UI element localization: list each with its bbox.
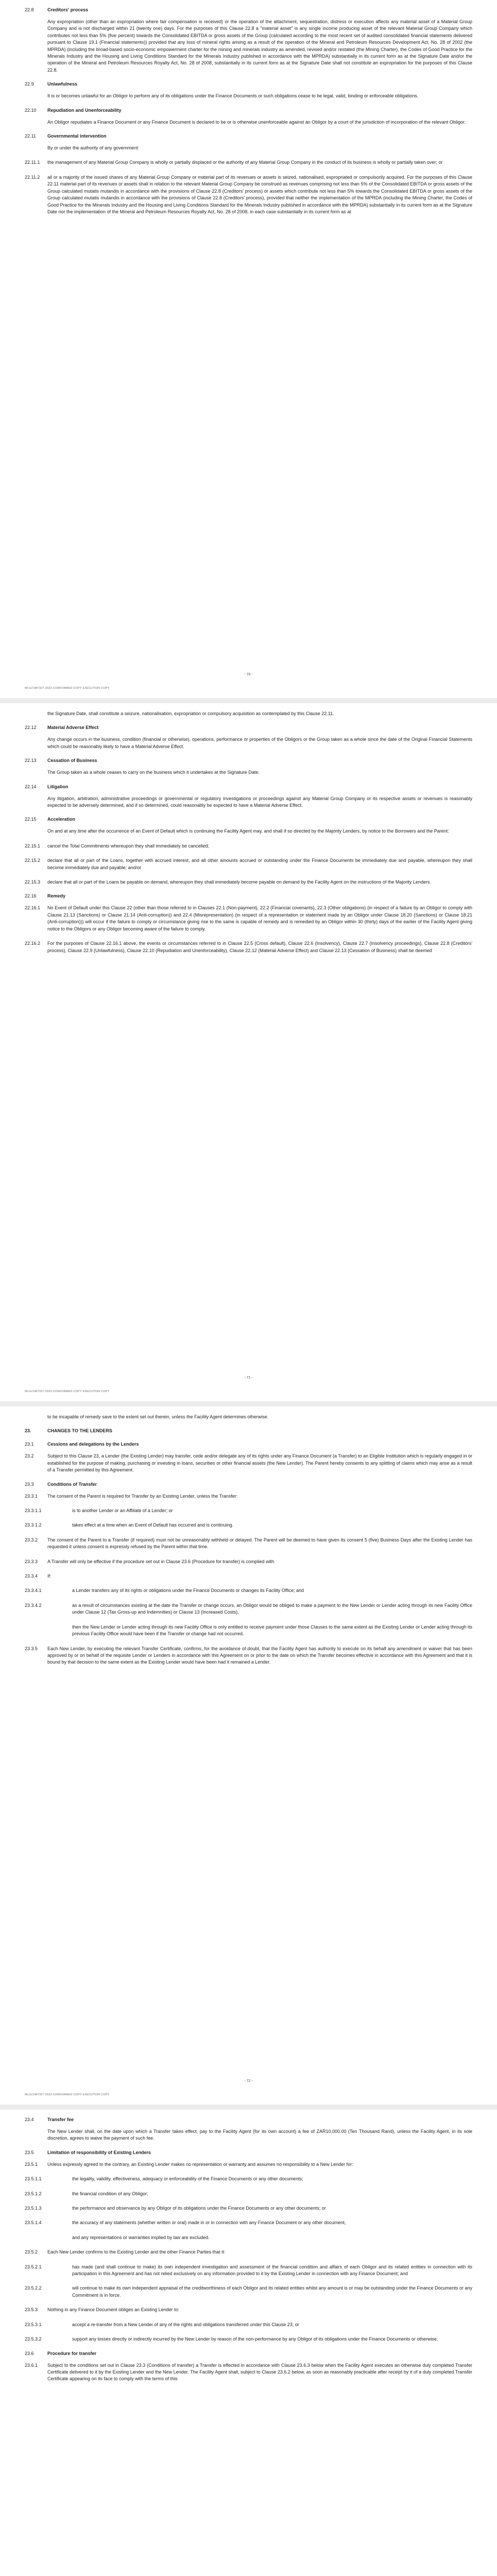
clause-paragraph: Any litigation, arbitration, administrative proceedings or governmental or regulatory investigations or proceedings against any Material Group Company or its respective assets or revenues is reasonably expected to be adversely determined, and if so determined, could reasonably be expected to have a Material Adverse Effect. [47, 795, 472, 808]
clause-number: 22.12 [25, 725, 37, 731]
clause-paragraph: The New Lender shall, on the date upon which a Transfer takes effect, pay to the Facility Agent (for its own account) a fee of ZAR10,000.00 (Ten Thousand Rand), unless the Facility Agent, in its sole discretion, agrees to waive the payment of such fee. [47, 2129, 472, 2141]
sub-sub-clause [25, 2219, 472, 2226]
document-page [0, 1406, 497, 2105]
clause-text: Remedy [47, 893, 66, 899]
clause-number: 23.5.1 [25, 2161, 38, 2167]
clause-number: 22.11.2 [25, 174, 40, 180]
sub-clause [25, 857, 472, 871]
clause-number: 23.5.2 [25, 2249, 38, 2255]
clause-text: the management of any Material Group Company is wholly or partially displaced or the authority of any Material Group Company in the conduct of its business is wholly or partially taken over; or [47, 160, 443, 165]
document-reference: WLG/1487327-2022-CONFORMED COPY EXECUTION COPY [25, 687, 110, 690]
clause-text: Creditors' process [47, 7, 89, 12]
clause-number: 23.6 [25, 2350, 34, 2356]
clause-text: as a result of circumstances existing at the date the Transfer or change occurs, an Obligor would be obliged to make a payment to the New Lender or Lender acting through its new Facility Office under Clause 12 (Tax Gross-up and Indemnities) or Clause 13 (Increased Costs), [72, 1602, 472, 1615]
clause-number: 23.3.2 [25, 1537, 38, 1543]
clause-text: Unlawfulness [47, 81, 78, 87]
clause-number: 23.5.3.2 [25, 2336, 42, 2342]
sub-clause [25, 1558, 472, 1565]
clause-heading [25, 817, 472, 822]
clause-number: 22.16 [25, 893, 37, 899]
document-reference: WLG/1487327-2022-CONFORMED COPY EXECUTION COPY [25, 2093, 110, 2096]
clause-number: 22.13 [25, 758, 37, 764]
clause-heading [25, 108, 472, 113]
clause-paragraph: On and at any time after the occurrence of an Event of Default which is continuing the Facility Agent may, and shall if so directed by the Majority Lenders, by notice to the Borrowers and the Parent: [47, 828, 449, 834]
clause-number: 23.5.2.2 [25, 2285, 42, 2291]
clause-number: 22.10 [25, 107, 37, 113]
clause-text: is to another Lender or an Affiliate of a Lender; or [72, 1508, 173, 1514]
clause-number: 23.3.4.2 [25, 1602, 42, 1608]
clause-number: 23.5.3 [25, 2307, 38, 2313]
clause-text: CHANGES TO THE LENDERS [47, 1428, 112, 1434]
clause-number: 22.14 [25, 784, 37, 789]
clause-number: 22.15.1 [25, 843, 41, 849]
continued-paragraph: and any representations or warranties implied by law are excluded. [72, 2234, 210, 2240]
clause-text: the legality, validity, effectiveness, adequacy or enforceability of the Finance Documents or any other documents; [72, 2176, 303, 2182]
clause-text: accept a re-transfer from a New Lender of any of the rights and obligations transferred under this Clause 23; or [72, 2321, 299, 2327]
clause-text: Procedure for transfer [47, 2350, 97, 2356]
clause-number: 23.3 [25, 1481, 34, 1487]
clause-number: 22.15.2 [25, 858, 41, 863]
clause-text: Subject to this Clause 23, a Lender (the Existing Lender) may transfer, cede and/or delegate any of its rights under any Finance Document (a Transfer) to an Eligible Institution which is regularly engaged in or established for the purpose of making, purchasing or investing in loans, securities or other financial assets (the New Lender). The Parent hereby consents to any splitting of claims which may arise as a result of a Transfer permitted by this Agreement. [47, 1453, 472, 1473]
clause-text: Litigation [47, 784, 68, 789]
sub-sub-clause [25, 1522, 472, 1529]
document-page [0, 0, 497, 698]
sub-clause [25, 174, 472, 215]
clause-heading [25, 893, 472, 899]
clause-text: A Transfer will only be effective if the procedure set out in Clause 23.6 (Procedure for transfer) is complied with. [47, 1558, 276, 1564]
clause-text: Cessation of Business [47, 758, 97, 764]
sub-clause [25, 1537, 472, 1551]
page-number: - 72 - [244, 2079, 253, 2083]
clause-text: Cessions and delegations by the Lenders [47, 1442, 139, 1447]
clause-number: 23.5.3.1 [25, 2321, 42, 2327]
clause-paragraph: It is or becomes unlawful for an Obligor to perform any of its obligations under the Finance Documents or such obligations cease to be legal, valid, binding or enforceable obligations. [47, 93, 419, 99]
sub-clause [25, 1646, 472, 1666]
continued-paragraph: to be incapable of remedy save to the extent set out therein, unless the Facility Agent determines otherwise. [47, 1414, 269, 1419]
clause-heading [25, 81, 472, 87]
clause-heading [25, 1482, 472, 1487]
clause-number: 23.5.1.3 [25, 2206, 42, 2211]
clause-paragraph: By or under the authority of any government: [47, 145, 140, 151]
clause-text: Acceleration [47, 817, 76, 822]
sub-sub-clause [25, 2205, 472, 2212]
sub-sub-clause [25, 2321, 472, 2328]
clause-text: For the purposes of Clause 22.16.1 above, the events or circumstances referred to in Clause 22.5 (Cross default), Clause 22.6 (Insolvency), Clause 22.7 (Insolvency proceedings), Clause 22.8 (Creditors' process), Clause 22.9 (Unlawfulness), Clause 22.10 (Repudiation and Unenforceability), Clause 22.12 (Material Adverse Effect) and Clause 22.13 (Cessation of Business) shall be deemed [47, 941, 472, 953]
clause-text: declare that all or part of the Loans, together with accrued interest, and all other amounts accrued or outstanding under the Finance Documents be immediately due and payable, whereupon they shall become immediately due and payable; and/or [47, 858, 472, 870]
clause-number: 23.4 [25, 2117, 34, 2122]
clause-heading [25, 784, 472, 789]
sub-clause [25, 2362, 472, 2383]
document-page [0, 2110, 497, 2576]
clause-text: The consent of the Parent is required for Transfer by an Existing Lender, unless the Transfer: [47, 1493, 238, 1499]
clause-number: 23. [25, 1428, 31, 1434]
clause-text: the financial condition of any Obligor; [72, 2191, 148, 2196]
sub-clause [25, 2307, 472, 2313]
clause-text: Repudiation and Unenforceability [47, 107, 122, 113]
document-page [0, 703, 497, 1401]
clause-text: all or a majority of the issued shares of any Material Group Company or material part of its revenues or assets is seized, nationalised, expropriated or compulsorily acquired. For the purposes of this Clause 22.11 material part of its revenues or assets shall in relation to the relevant Material Group Company be construed as revenues comprising not less than 5% of the Consolidated EBITDA or gross assets of the Group calculated mutatis mutandis in accordance with the provisions of Clause 22.8 (Creditors' process) or assets which contribute not less than 5% towards the Consolidated EBITDA or gross assets of the Group calculated mutatis mutandis in accordance with the provisions of Clause 22.8 (Creditors' process), provided that neither the implementation of the MPRDA (including the Mining Charter, the Codes of Good Practice for the Minerals Industry and the Housing and Living Conditions Standard for the Minerals Industry published in accordance with the MPRDA) substantially in its current form as at the Signature Date nor the implementation of the Mineral and Petroleum Resources Royalty Act, No. 28 of 2008, in each case substantially in its current form as at [47, 174, 472, 214]
clause-heading [25, 725, 472, 730]
sub-sub-clause [25, 2176, 472, 2182]
clause-number: 22.16.1 [25, 905, 41, 911]
sub-clause [25, 2249, 472, 2256]
clause-number: 22.15 [25, 817, 37, 822]
clause-text: Material Adverse Effect [47, 725, 99, 731]
clause-number: 22.11 [25, 133, 36, 139]
clause-text: Limitation of responsibility of Existing Lenders [47, 2149, 151, 2155]
clause-number: 23.3.3 [25, 1558, 38, 1564]
sub-clause [25, 905, 472, 933]
clause-heading [25, 2351, 472, 2356]
clause-number: 22.16.2 [25, 941, 41, 946]
sub-sub-clause [25, 1602, 472, 1616]
clause-paragraph: An Obligor repudiates a Finance Document or any Finance Document is declared to be or is otherwise unenforceable against an Obligor by a court of the jurisdiction of incorporation of the relevant Obligor. [47, 119, 466, 125]
continued-paragraph: then the New Lender or Lender acting through its new Facility Office is only entitled to receive payment under those Clauses to the same extent as the Existing Lender or Lender acting through its previous Facility Office would have been if the Transfer or change had not occurred. [72, 1624, 472, 1637]
clause-text: The consent of the Parent to a Transfer (if required) must not be unreasonably withheld or delayed. The Parent will be deemed to have given its consent 5 (five) Business Days after the Existing Lender has requested it unless consent is expressly refused by the Parent within that time. [47, 1537, 472, 1550]
clause-number: 22.8 [25, 7, 34, 12]
clause-text: support any losses directly or indirectly incurred by the New Lender by reason of the non-performance by any Obligor of its obligations under the Finance Documents or otherwise. [72, 2336, 438, 2342]
clause-number: 23.3.1 [25, 1493, 38, 1499]
clause-text: the accuracy of any statements (whether written or oral) made in or in connection with any Finance Document or any other document, [72, 2220, 346, 2226]
clause-text: If: [47, 1573, 52, 1579]
clause-paragraph: Any expropriation (other than an expropriation where fair compensation is received) or the operation of the attachment, sequestration, distress or execution affects any material asset of a Material Group Company and is not discharged within 21 (twenty one) days. For the purposes of this Clause 22.8 a "material asset" is any single income producing asset of the relevant Material Group Company which contributes not less than 5% (five percent) towards the Consolidated EBITDA or gross assets of the Group (calculated according to the most recent set of audited consolidated financial statements delivered pursuant to Clause 19.1 (Financial statements)) provided that any loss of mineral rights arising as a result of the operation of the Mineral and Petroleum Resources Development Act, No. 28 of 2002 (the MPRDA) (including the broad-based socio-economic empowerment charter for the mining and minerals industry as amended, revised and/or restated (the Mining Charter), the Codes of Good Practice for the Minerals Industry and the Housing and Living Conditions Standard for the Minerals Industry published in accordance with the MPRDA) substantially in its current form as at the Signature Date and/or the operation of the Mineral and Petroleum Resources Royalty Act, No. 28 of 2008, substantially in its current form as at the Signature Date shall not constitute an expropriation for the purposes of this Clause 22.8. [47, 19, 472, 73]
clause-text: a Lender transfers any of its rights or obligations under the Finance Documents or changes its Facility Office; and [72, 1588, 304, 1594]
clause-number: 23.2 [25, 1453, 34, 1459]
clause-number: 23.5.2.1 [25, 2264, 42, 2269]
clause-text: the performance and observance by any Obligor of its obligations under the Finance Documents or any other documents; or [72, 2206, 326, 2211]
sub-clause [25, 940, 472, 954]
clause-text: Each New Lender, by executing the relevant Transfer Certificate, confirms, for the avoidance of doubt, that the Facility Agent has authority to execute on its behalf any amendment or waiver that has been approved by or on behalf of the requisite Lender or Lenders in accordance with this Agreement on or prior to the date on which the Transfer becomes effective in accordance with this Agreement and that it is bound by that decision to the same extent as the Existing Lender would have been had it remained a Lender. [47, 1646, 472, 1665]
clause-heading [25, 7, 472, 12]
page-number: - 70 - [244, 673, 253, 676]
clause-number: 23.1 [25, 1442, 34, 1447]
clause-number: 22.15.3 [25, 879, 41, 885]
sub-sub-clause [25, 1507, 472, 1514]
clause-text: Subject to the conditions set out in Clause 23.3 (Conditions of transfer) a Transfer is effected in accordance with Clause 23.6.3 below when the Facility Agent executes an otherwise duly completed Transfer Certificate delivered to it by the Existing Lender and the New Lender. The Facility Agent shall, subject to Clause 23.6.2 below, as soon as reasonably practicable after receipt by it of a duly completed Transfer Certificate appearing on its face to comply with the terms of this [47, 2362, 472, 2382]
clause-number: 23.6.1 [25, 2362, 38, 2368]
sub-sub-clause [25, 2191, 472, 2197]
document-reference: WLG/1487327-2022-CONFORMED COPY EXECUTION COPY [25, 1390, 110, 1393]
sub-sub-clause [25, 2285, 472, 2299]
sub-clause [25, 1573, 472, 1580]
clause-heading [25, 2117, 472, 2122]
sub-clause [25, 1453, 472, 1473]
clause-text: declare that all or part of the Loans be payable on demand, whereupon they shall immediately become payable on demand by the Facility Agent on the instructions of the Majority Lenders. [47, 879, 431, 885]
clause-number: 23.3.1.1 [25, 1508, 42, 1514]
clause-number: 23.5.1.2 [25, 2191, 42, 2196]
clause-number: 23.3.4.1 [25, 1588, 42, 1594]
clause-text: will continue to make its own independent appraisal of the creditworthiness of each Obligor and its related entities whilst any amount is or may be outstanding under the Finance Documents or any Commitment is in force. [72, 2285, 472, 2298]
clause-text: Conditions of Transfer [47, 1481, 97, 1487]
sub-sub-clause [25, 2264, 472, 2278]
sub-sub-clause [25, 1587, 472, 1594]
clause-number: 22.9 [25, 81, 34, 87]
clause-heading [25, 1442, 472, 1447]
clause-text: No Event of Default under this Clause 22 (other than those referred to in Clauses 22.1 (Non-payment), 22.2 (Financial covenants), 22.3 (Other obligations) (in respect of a failure by an Obligor to comply with Clause 21.13 (Sanctions) or Clause 21.14 (Anti-corruption)) and 22.4 (Misrepresentation) (in respect of a representation or statement made by an Obligor under Clause 18.20 (Sanctions) or Clause 18.21 (Anti-corruption))) will occur if the failure to comply or circumstance giving rise to the same is capable of remedy and is remedied by an Obligor within 30 (thirty) days of the earlier of the Facility Agent giving notice to the Obligors or any Obligor becoming aware of the failure to comply. [47, 905, 472, 931]
clause-text: has made (and shall continue to make) its own independent investigation and assessment of the financial condition and affairs of each Obligor and its related entities in connection with its participation in this Agreement and has not relied exclusively on any information provided to it by the Existing Lender in connection with any Finance Document; and [72, 2264, 472, 2277]
article-heading [25, 1428, 472, 1433]
clause-number: 23.3.5 [25, 1646, 38, 1651]
clause-text: cancel the Total Commitments whereupon they shall immediately be cancelled; [47, 843, 209, 849]
sub-clause [25, 843, 472, 850]
clause-number: 23.3.1.2 [25, 1522, 42, 1528]
page-number: - 71 - [244, 1376, 253, 1380]
clause-heading [25, 758, 472, 763]
clause-number: 23.3.4 [25, 1573, 38, 1579]
sub-clause [25, 159, 472, 166]
clause-number: 23.5 [25, 2149, 34, 2155]
clause-text: Unless expressly agreed to the contrary, an Existing Lender makes no representation or warranty and assumes no responsibility to a New Lender for: [47, 2161, 353, 2167]
clause-text: takes effect at a time when an Event of Default has occurred and is continuing. [72, 1522, 234, 1528]
clause-heading [25, 2150, 472, 2155]
clause-paragraph: Any change occurs in the business, condition (financial or otherwise), operations, performance or properties of the Obligors or the Group taken as a whole since the date of the Original Financial Statements which could be reasonably likely to have a Material Adverse Effect. [47, 737, 472, 749]
sub-clause [25, 879, 472, 886]
clause-text: Governmental intervention [47, 133, 107, 139]
clause-text: Nothing in any Finance Document obliges an Existing Lender to: [47, 2307, 180, 2313]
sub-sub-clause [25, 2336, 472, 2343]
clause-number: 23.5.1.1 [25, 2176, 42, 2182]
clause-paragraph: The Group taken as a whole ceases to carry on the business which it undertakes at the Signature Date. [47, 770, 260, 775]
clause-text: Transfer fee [47, 2117, 74, 2122]
continued-paragraph: the Signature Date, shall constitute a seizure, nationalisation, expropriation or compulsory acquisition as contemplated by this Clause 22.11. [47, 711, 334, 716]
clause-heading [25, 133, 472, 139]
sub-clause [25, 2161, 472, 2168]
clause-text: Each New Lender confirms to the Existing Lender and the other Finance Parties that it: [47, 2249, 226, 2255]
clause-number: 22.11.1 [25, 160, 40, 165]
sub-clause [25, 1493, 472, 1500]
clause-number: 23.5.1.4 [25, 2220, 42, 2226]
